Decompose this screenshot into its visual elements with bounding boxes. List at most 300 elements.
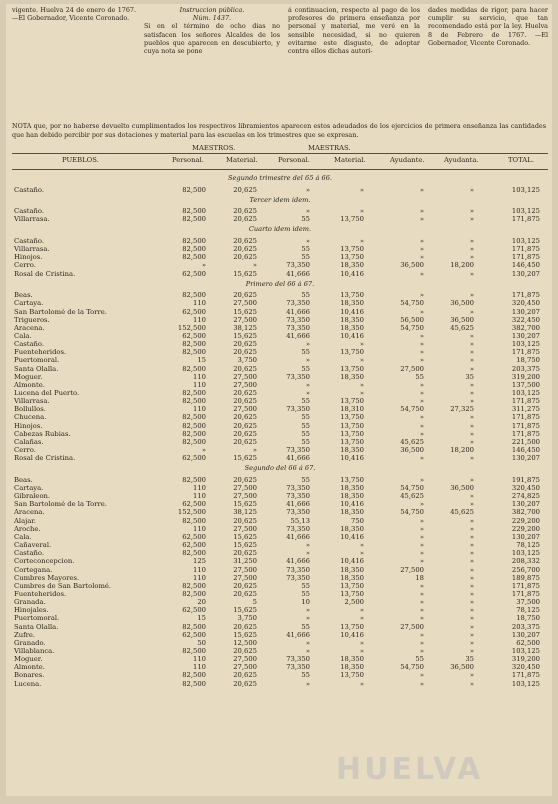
cell-total: 103,125 bbox=[511, 340, 540, 349]
table-row bbox=[12, 663, 548, 671]
cell-personal-maestras: 73,350 bbox=[286, 573, 310, 582]
cell-ayudante: » bbox=[419, 475, 424, 484]
cell-pueblo: Puertomoral. bbox=[14, 614, 60, 623]
cell-ayudante: » bbox=[419, 291, 424, 300]
cell-total: 171,875 bbox=[511, 421, 540, 430]
header-maestras: MAESTRAS. bbox=[308, 144, 351, 152]
cell-pueblo: Calañas. bbox=[14, 437, 44, 446]
cell-material-maestros: 20,625 bbox=[233, 236, 257, 245]
cell-ayudanta: 45,625 bbox=[450, 323, 474, 332]
cell-ayudante: » bbox=[419, 581, 424, 590]
cell-material-maestras: 18,350 bbox=[340, 315, 364, 324]
cell-material-maestros: 15,625 bbox=[233, 500, 257, 509]
cell-total: 382,700 bbox=[511, 323, 540, 332]
cell-ayudanta: » bbox=[469, 557, 474, 566]
cell-ayudanta: » bbox=[469, 429, 474, 438]
cell-personal-maestras: 55 bbox=[301, 671, 310, 680]
table-row bbox=[12, 598, 548, 606]
cell-ayudante: » bbox=[419, 245, 424, 254]
cell-ayudanta: 36,500 bbox=[450, 315, 474, 324]
cell-total: 203,375 bbox=[511, 622, 540, 631]
cell-material-maestros: 27,500 bbox=[233, 573, 257, 582]
cell-material-maestros: 38,125 bbox=[233, 323, 257, 332]
cell-ayudanta: » bbox=[469, 516, 474, 525]
cell-total: 171,875 bbox=[511, 413, 540, 422]
section-heading: Cuarto idem idem. bbox=[248, 225, 312, 234]
cell-personal-maestras: 55 bbox=[301, 215, 310, 224]
cell-ayudante: » bbox=[419, 356, 424, 365]
cell-material-maestros: 20,625 bbox=[233, 647, 257, 655]
table-row bbox=[12, 381, 548, 389]
cell-personal-maestras: 73,350 bbox=[286, 524, 310, 533]
cell-pueblo: Corteconcepcion. bbox=[14, 557, 75, 566]
cell-ayudante: » bbox=[419, 500, 424, 509]
table-row bbox=[12, 566, 548, 574]
cell-personal-maestros: » bbox=[201, 446, 206, 455]
cell-material-maestras: 13,750 bbox=[340, 622, 364, 631]
cell-pueblo: Granado. bbox=[14, 638, 46, 647]
cell-pueblo: Villarrasa. bbox=[14, 245, 50, 254]
table-row bbox=[12, 508, 548, 516]
cell-ayudanta: » bbox=[469, 671, 474, 680]
table-row bbox=[12, 484, 548, 492]
section-heading: Segundo del 66 á 67. bbox=[244, 464, 316, 473]
cell-material-maestras: 10,416 bbox=[340, 331, 364, 340]
cell-total: 78,125 bbox=[516, 606, 540, 615]
cell-personal-maestros: 82,500 bbox=[182, 215, 206, 224]
cell-pueblo: Rosal de Cristina. bbox=[14, 269, 76, 278]
cell-personal-maestras: 55 bbox=[301, 291, 310, 300]
cell-pueblo: Moguer. bbox=[14, 372, 43, 381]
cell-ayudante: » bbox=[419, 589, 424, 598]
cell-personal-maestros: 110 bbox=[193, 573, 206, 582]
table-row bbox=[12, 430, 548, 438]
cell-material-maestros: 15,625 bbox=[233, 541, 257, 550]
cell-personal-maestras: » bbox=[305, 340, 310, 349]
cell-material-maestros: 20,625 bbox=[233, 348, 257, 357]
cell-ayudanta: » bbox=[469, 307, 474, 316]
cell-material-maestras: » bbox=[359, 647, 364, 655]
cell-personal-maestras: 73,350 bbox=[286, 405, 310, 414]
cell-ayudanta: 36,500 bbox=[450, 484, 474, 492]
cell-material-maestros: 38,125 bbox=[233, 508, 257, 517]
cell-personal-maestras: » bbox=[305, 549, 310, 558]
cell-material-maestras: 18,350 bbox=[340, 299, 364, 308]
cell-ayudanta: » bbox=[469, 475, 474, 484]
cell-personal-maestras: 73,350 bbox=[286, 508, 310, 517]
cell-total: 130,207 bbox=[511, 307, 540, 316]
cell-material-maestras: 13,750 bbox=[340, 348, 364, 357]
cell-material-maestras: » bbox=[359, 541, 364, 550]
cell-personal-maestras: 73,350 bbox=[286, 492, 310, 501]
table-row bbox=[12, 245, 548, 253]
cell-ayudanta: » bbox=[469, 331, 474, 340]
cell-personal-maestras: 73,350 bbox=[286, 315, 310, 324]
table-row bbox=[12, 237, 548, 245]
cell-pueblo: Cerro. bbox=[14, 261, 36, 270]
cell-pueblo: Chucena. bbox=[14, 413, 47, 422]
cell-personal-maestras: 55 bbox=[301, 429, 310, 438]
table-row bbox=[12, 492, 548, 500]
cell-pueblo: San Bartolomé de la Torre. bbox=[14, 500, 107, 509]
cell-ayudanta: » bbox=[469, 524, 474, 533]
cell-material-maestros: » bbox=[252, 261, 257, 270]
cell-material-maestros: 27,500 bbox=[233, 663, 257, 672]
cell-pueblo: Hinojos. bbox=[14, 421, 43, 430]
cell-personal-maestras: 41,666 bbox=[286, 331, 310, 340]
cell-total: 103,125 bbox=[511, 679, 540, 688]
cell-personal-maestras: » bbox=[305, 606, 310, 615]
cell-material-maestros: 12,500 bbox=[233, 638, 257, 647]
cell-personal-maestras: » bbox=[305, 389, 310, 397]
cell-personal-maestros: 62,500 bbox=[182, 532, 206, 541]
table-row bbox=[12, 606, 548, 614]
section-number: Núm. 1437. bbox=[192, 14, 232, 23]
cell-material-maestras: 750 bbox=[351, 516, 364, 525]
cell-total: 382,700 bbox=[511, 508, 540, 517]
cell-material-maestras: 10,416 bbox=[340, 307, 364, 316]
cell-pueblo: Castaño. bbox=[14, 207, 45, 216]
cell-pueblo: Cala. bbox=[14, 532, 32, 541]
cell-personal-maestras: » bbox=[305, 638, 310, 647]
cell-personal-maestros: 82,500 bbox=[182, 389, 206, 397]
cell-pueblo: Aroche. bbox=[14, 524, 41, 533]
cell-material-maestras: 18,350 bbox=[340, 524, 364, 533]
cell-ayudanta: » bbox=[469, 606, 474, 615]
cell-material-maestros: 15,625 bbox=[233, 454, 257, 463]
table-row bbox=[12, 671, 548, 679]
cell-ayudanta: » bbox=[469, 389, 474, 397]
cell-material-maestros: 27,500 bbox=[233, 380, 257, 389]
cell-personal-maestros: 82,500 bbox=[182, 185, 206, 194]
cell-material-maestras: 13,750 bbox=[340, 421, 364, 430]
cell-personal-maestras: » bbox=[305, 207, 310, 216]
cell-personal-maestros: 82,500 bbox=[182, 348, 206, 357]
cell-pueblo: Cala. bbox=[14, 331, 32, 340]
cell-pueblo: Gibraleon. bbox=[14, 492, 51, 501]
cell-personal-maestros: 15 bbox=[197, 356, 206, 365]
table-row bbox=[12, 356, 548, 364]
cell-personal-maestras: 73,350 bbox=[286, 299, 310, 308]
cell-total: 130,207 bbox=[511, 532, 540, 541]
cell-personal-maestras: 41,666 bbox=[286, 557, 310, 566]
cell-total: 189,875 bbox=[511, 573, 540, 582]
cell-personal-maestras: 55 bbox=[301, 475, 310, 484]
cell-total: 229,200 bbox=[511, 524, 540, 533]
cell-material-maestros: 27,500 bbox=[233, 315, 257, 324]
cell-personal-maestras: » bbox=[305, 236, 310, 245]
cell-personal-maestras: 55,13 bbox=[290, 516, 310, 525]
cell-ayudanta: » bbox=[469, 647, 474, 655]
cell-ayudanta: » bbox=[469, 630, 474, 639]
cell-ayudante: » bbox=[419, 397, 424, 406]
cell-personal-maestros: 62,500 bbox=[182, 541, 206, 550]
cell-pueblo: Villarrasa. bbox=[14, 397, 50, 406]
cell-ayudante: 45,625 bbox=[400, 492, 424, 501]
cell-material-maestros: 20,625 bbox=[233, 397, 257, 406]
table-row bbox=[12, 215, 548, 223]
cell-ayudanta: » bbox=[469, 589, 474, 598]
cell-material-maestras: » bbox=[359, 236, 364, 245]
cell-ayudante: 36,500 bbox=[400, 261, 424, 270]
cell-personal-maestros: 82,500 bbox=[182, 437, 206, 446]
cell-ayudanta: » bbox=[469, 549, 474, 558]
table-row bbox=[12, 549, 548, 557]
cell-total: 208,332 bbox=[511, 557, 540, 566]
cell-ayudante: » bbox=[419, 236, 424, 245]
cell-material-maestros: 15,625 bbox=[233, 606, 257, 615]
cell-personal-maestras: » bbox=[305, 647, 310, 655]
cell-pueblo: Beas. bbox=[14, 291, 33, 300]
table-row bbox=[12, 623, 548, 631]
cell-total: 18,750 bbox=[516, 356, 540, 365]
cell-pueblo: Aracena. bbox=[14, 323, 45, 332]
cell-personal-maestros: 125 bbox=[193, 557, 206, 566]
table-row bbox=[12, 316, 548, 324]
cell-ayudanta: 27,325 bbox=[450, 405, 474, 414]
table-row bbox=[12, 680, 548, 688]
cell-total: 221,500 bbox=[511, 437, 540, 446]
cell-material-maestras: 10,416 bbox=[340, 532, 364, 541]
cell-pueblo: Hinojos. bbox=[14, 253, 43, 262]
cell-ayudante: 54,750 bbox=[400, 508, 424, 517]
cell-pueblo: Bonares. bbox=[14, 671, 45, 680]
cell-material-maestros: 15,625 bbox=[233, 307, 257, 316]
cell-personal-maestros: 82,500 bbox=[182, 340, 206, 349]
cell-material-maestras: 2,500 bbox=[344, 598, 364, 607]
cell-ayudanta: » bbox=[469, 581, 474, 590]
text-column-3: á continuacion, respecto al pago de los profesores de primera enseñanza por personal y material, me veré en la sensible necesidad, si no quieren evitarme este disgusto, de adoptar contra ellos dichas autori- bbox=[288, 6, 420, 56]
cell-ayudanta: 35 bbox=[465, 372, 474, 381]
cell-personal-maestras: 55 bbox=[301, 622, 310, 631]
cell-ayudanta: » bbox=[469, 291, 474, 300]
cell-personal-maestros: 15 bbox=[197, 614, 206, 623]
cell-personal-maestros: 110 bbox=[193, 565, 206, 574]
cell-material-maestros: 27,500 bbox=[233, 524, 257, 533]
text-column-2: Instruccion pública. Núm. 1437. Si en el término de ocho dias no satisfacen los señores Alcaldes de los pueblos que aparecen en descubierto, y cuya nota se pone bbox=[144, 6, 280, 56]
table-row bbox=[12, 541, 548, 549]
cell-ayudante: 55 bbox=[415, 655, 424, 664]
cell-ayudante: 54,750 bbox=[400, 663, 424, 672]
cell-pueblo: Almonte. bbox=[14, 380, 45, 389]
cell-total: 130,207 bbox=[511, 500, 540, 509]
cell-material-maestras: 18,350 bbox=[340, 372, 364, 381]
cell-material-maestras: 18,350 bbox=[340, 663, 364, 672]
cell-material-maestros: 5 bbox=[252, 598, 257, 607]
cell-material-maestros: 20,625 bbox=[233, 215, 257, 224]
cell-pueblo: Hinojales. bbox=[14, 606, 49, 615]
table-row bbox=[12, 389, 548, 397]
cell-personal-maestras: 55 bbox=[301, 421, 310, 430]
cell-ayudante: 27,500 bbox=[400, 565, 424, 574]
cell-ayudanta: 18,200 bbox=[450, 446, 474, 455]
cell-ayudante: » bbox=[419, 532, 424, 541]
cell-ayudante: » bbox=[419, 557, 424, 566]
cell-ayudante: » bbox=[419, 307, 424, 316]
cell-material-maestras: » bbox=[359, 389, 364, 397]
cell-material-maestros: 20,625 bbox=[233, 364, 257, 373]
cell-ayudante: » bbox=[419, 421, 424, 430]
cell-pueblo: Cumbres Mayores. bbox=[14, 573, 80, 582]
cell-personal-maestras: 73,350 bbox=[286, 655, 310, 664]
cell-material-maestros: 27,500 bbox=[233, 405, 257, 414]
table-row bbox=[12, 270, 548, 278]
cell-material-maestros: 3,750 bbox=[237, 356, 257, 365]
cell-total: 274,825 bbox=[511, 492, 540, 501]
cell-total: 256,700 bbox=[511, 565, 540, 574]
cell-ayudante: 54,750 bbox=[400, 484, 424, 492]
cell-pueblo: Trigueros. bbox=[14, 315, 50, 324]
cell-ayudanta: » bbox=[469, 397, 474, 406]
cell-personal-maestras: » bbox=[305, 185, 310, 194]
cell-total: 229,200 bbox=[511, 516, 540, 525]
table-row bbox=[12, 533, 548, 541]
cell-personal-maestras: » bbox=[305, 380, 310, 389]
cell-material-maestras: 13,750 bbox=[340, 253, 364, 262]
cell-personal-maestros: 82,500 bbox=[182, 364, 206, 373]
cell-pueblo: Santa Olalla. bbox=[14, 364, 59, 373]
cell-total: 137,500 bbox=[511, 380, 540, 389]
cell-material-maestras: 13,750 bbox=[340, 437, 364, 446]
cell-material-maestros: 20,625 bbox=[233, 475, 257, 484]
cell-ayudante: » bbox=[419, 348, 424, 357]
cell-total: 146,450 bbox=[511, 446, 540, 455]
cell-total: 103,125 bbox=[511, 647, 540, 655]
cell-material-maestras: 18,350 bbox=[340, 323, 364, 332]
cell-personal-maestros: 110 bbox=[193, 663, 206, 672]
table-row bbox=[12, 422, 548, 430]
cell-material-maestras: 13,750 bbox=[340, 581, 364, 590]
cell-personal-maestras: » bbox=[305, 541, 310, 550]
cell-material-maestras: 13,750 bbox=[340, 671, 364, 680]
cell-total: 171,875 bbox=[511, 291, 540, 300]
cell-material-maestras: 13,750 bbox=[340, 364, 364, 373]
cell-pueblo: Fuenteheridos. bbox=[14, 589, 67, 598]
cell-material-maestros: 15,625 bbox=[233, 269, 257, 278]
cell-ayudanta: » bbox=[469, 236, 474, 245]
cell-material-maestras: » bbox=[359, 549, 364, 558]
cell-material-maestras: 10,416 bbox=[340, 500, 364, 509]
cell-personal-maestras: 73,350 bbox=[286, 446, 310, 455]
cell-personal-maestras: 41,666 bbox=[286, 454, 310, 463]
cell-personal-maestros: 82,500 bbox=[182, 397, 206, 406]
cell-total: 171,875 bbox=[511, 589, 540, 598]
cell-ayudanta: » bbox=[469, 573, 474, 582]
cell-personal-maestras: 73,350 bbox=[286, 372, 310, 381]
table-row bbox=[12, 557, 548, 565]
cell-total: 103,125 bbox=[511, 236, 540, 245]
table-row bbox=[12, 582, 548, 590]
cell-total: 103,125 bbox=[511, 207, 540, 216]
cell-ayudante: » bbox=[419, 253, 424, 262]
cell-ayudanta: » bbox=[469, 215, 474, 224]
rule bbox=[12, 169, 548, 170]
cell-material-maestras: » bbox=[359, 185, 364, 194]
header-total: TOTAL. bbox=[508, 156, 534, 164]
cell-ayudante: 54,750 bbox=[400, 323, 424, 332]
cell-ayudanta: » bbox=[469, 421, 474, 430]
cell-personal-maestros: 62,500 bbox=[182, 630, 206, 639]
cell-personal-maestros: 82,500 bbox=[182, 421, 206, 430]
cell-ayudante: » bbox=[419, 380, 424, 389]
cell-pueblo: Cartaya. bbox=[14, 299, 44, 308]
cell-material-maestros: 20,625 bbox=[233, 207, 257, 216]
table-row bbox=[12, 348, 548, 356]
table-row bbox=[12, 413, 548, 421]
cell-personal-maestros: 82,500 bbox=[182, 581, 206, 590]
cell-material-maestras: 18,310 bbox=[340, 405, 364, 414]
cell-total: 130,207 bbox=[511, 269, 540, 278]
cell-ayudante: » bbox=[419, 614, 424, 623]
cell-pueblo: Castaño. bbox=[14, 340, 45, 349]
cell-personal-maestras: 73,350 bbox=[286, 323, 310, 332]
cell-personal-maestros: 82,500 bbox=[182, 245, 206, 254]
cell-personal-maestros: 82,500 bbox=[182, 622, 206, 631]
cell-total: 320,450 bbox=[511, 663, 540, 672]
cell-material-maestras: » bbox=[359, 606, 364, 615]
cell-material-maestros: 27,500 bbox=[233, 565, 257, 574]
cell-personal-maestros: 110 bbox=[193, 492, 206, 501]
table-row bbox=[12, 405, 548, 413]
cell-personal-maestros: 82,500 bbox=[182, 647, 206, 655]
cell-ayudante: » bbox=[419, 549, 424, 558]
cell-personal-maestros: 62,500 bbox=[182, 454, 206, 463]
cell-total: 171,875 bbox=[511, 245, 540, 254]
cell-total: 146,450 bbox=[511, 261, 540, 270]
cell-ayudante: » bbox=[419, 630, 424, 639]
cell-ayudante: » bbox=[419, 269, 424, 278]
cell-ayudanta: » bbox=[469, 413, 474, 422]
cell-personal-maestros: 82,500 bbox=[182, 589, 206, 598]
cell-pueblo: Castaño. bbox=[14, 236, 45, 245]
cell-material-maestras: 10,416 bbox=[340, 269, 364, 278]
cell-total: 319,200 bbox=[511, 655, 540, 664]
cell-personal-maestros: 62,500 bbox=[182, 331, 206, 340]
cell-material-maestras: » bbox=[359, 340, 364, 349]
cell-material-maestros: 20,625 bbox=[233, 389, 257, 397]
cell-material-maestros: 20,625 bbox=[233, 437, 257, 446]
cell-ayudanta: » bbox=[469, 437, 474, 446]
cell-material-maestros: 27,500 bbox=[233, 372, 257, 381]
header-material-maestras: Material. bbox=[334, 156, 366, 164]
table-row bbox=[12, 186, 548, 194]
section-title: Instruccion pública. bbox=[179, 6, 245, 14]
cell-material-maestros: 27,500 bbox=[233, 492, 257, 501]
cell-material-maestras: 13,750 bbox=[340, 245, 364, 254]
cell-material-maestros: 20,625 bbox=[233, 245, 257, 254]
cell-material-maestras: 18,350 bbox=[340, 565, 364, 574]
cell-total: 171,875 bbox=[511, 581, 540, 590]
cell-total: 171,875 bbox=[511, 429, 540, 438]
cell-pueblo: Cañaveral. bbox=[14, 541, 52, 550]
cell-material-maestros: 20,625 bbox=[233, 589, 257, 598]
cell-material-maestras: 13,750 bbox=[340, 215, 364, 224]
cell-personal-maestras: 55 bbox=[301, 364, 310, 373]
cell-total: 203,375 bbox=[511, 364, 540, 373]
table-row bbox=[12, 517, 548, 525]
cell-pueblo: Villablanca. bbox=[14, 647, 55, 655]
cell-ayudanta: » bbox=[469, 638, 474, 647]
cell-ayudante: 56,500 bbox=[400, 315, 424, 324]
cell-ayudanta: » bbox=[469, 380, 474, 389]
cell-total: 18,750 bbox=[516, 614, 540, 623]
cell-ayudante: » bbox=[419, 647, 424, 655]
cell-ayudanta: » bbox=[469, 679, 474, 688]
cell-personal-maestros: 82,500 bbox=[182, 679, 206, 688]
cell-ayudanta: » bbox=[469, 454, 474, 463]
cell-material-maestros: 20,625 bbox=[233, 679, 257, 688]
cell-personal-maestros: 110 bbox=[193, 405, 206, 414]
